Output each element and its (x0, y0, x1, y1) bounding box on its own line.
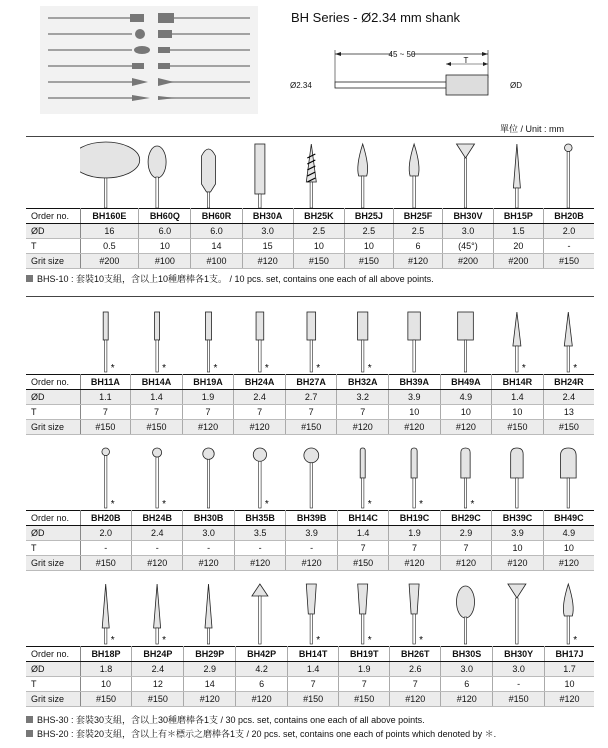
tool-ball-icon (565, 144, 573, 208)
cell-grit: #120 (236, 692, 288, 707)
cell-t: 14 (191, 239, 242, 254)
order-number: BH39C (492, 511, 543, 526)
cell-grit: #100 (139, 254, 191, 269)
set-star-marker: * (419, 635, 424, 646)
cell-grit: #150 (345, 254, 394, 269)
tool-bullet-icon (202, 149, 216, 208)
cell-t: 12 (132, 677, 184, 692)
cell-grit: #200 (493, 254, 543, 269)
row-grit (26, 420, 594, 435)
cell-od: 1.4 (337, 526, 388, 541)
cell-od: 2.0 (544, 224, 594, 239)
order-number: BH25K (293, 209, 344, 224)
tool-flame-icon (358, 144, 368, 208)
order-number: BH160E (80, 209, 139, 224)
cell-t: 7 (80, 405, 131, 420)
tool-illustrations-2 (80, 306, 594, 374)
row-grit (26, 254, 594, 269)
row-order (26, 647, 594, 662)
cell-od: 16 (80, 224, 139, 239)
row-t (26, 405, 594, 420)
cell-grit: #150 (339, 692, 390, 707)
t-label: T (463, 56, 469, 65)
order-number: BH15P (493, 209, 543, 224)
cell-od: 2.9 (184, 662, 236, 677)
unit-label: 單位 / Unit : mm (500, 124, 565, 134)
cell-od: 3.2 (337, 390, 389, 405)
order-number: BH24A (234, 375, 286, 390)
tool-illustrations-3 (80, 442, 594, 510)
cell-od: 2.7 (285, 390, 337, 405)
cell-grit: #200 (443, 254, 493, 269)
cell-t: 10 (293, 239, 344, 254)
cell-t: 0.5 (80, 239, 139, 254)
row-label: Grit size (26, 254, 80, 269)
cell-od: 3.0 (443, 224, 493, 239)
tool-ball-icon (304, 448, 319, 508)
row-t (26, 677, 594, 692)
cell-od: 2.5 (393, 224, 443, 239)
row-od (26, 662, 594, 677)
row-label: ØD (26, 224, 80, 239)
order-number: BH24B (131, 511, 182, 526)
cell-grit: #150 (493, 692, 545, 707)
tool-cyl-icon (255, 144, 265, 208)
tool-needle-icon (154, 584, 161, 644)
order-number: BH29P (184, 647, 236, 662)
order-number: BH14R (492, 375, 544, 390)
order-number: BH60R (191, 209, 242, 224)
cell-grit: #100 (191, 254, 242, 269)
set-star-marker: * (264, 499, 269, 510)
order-number: BH42P (236, 647, 288, 662)
cell-od: 1.7 (545, 662, 594, 677)
cell-t: - (234, 541, 285, 556)
cell-t: - (286, 541, 337, 556)
cell-od: 4.9 (440, 390, 492, 405)
cell-t: 10 (80, 677, 132, 692)
set-star-marker: * (367, 635, 372, 646)
cell-od: 3.0 (493, 662, 545, 677)
row-grit (26, 556, 594, 571)
cell-grit: #150 (492, 420, 544, 435)
cell-t: 7 (182, 405, 234, 420)
order-number: BH30V (443, 209, 493, 224)
tool-egg-icon (457, 586, 475, 644)
cell-t: - (183, 541, 234, 556)
tool-cyl-icon (458, 312, 474, 372)
cell-grit: #150 (132, 692, 184, 707)
order-number: BH24R (543, 375, 594, 390)
tool-egg-icon (148, 146, 166, 208)
cell-t: 6 (236, 677, 288, 692)
cell-t: 6 (441, 677, 493, 692)
order-number: BH14A (131, 375, 183, 390)
order-number: BH18P (80, 647, 132, 662)
tool-vcone-icon (457, 144, 475, 208)
tool-taper-icon (513, 312, 521, 372)
set-star-marker: * (470, 499, 475, 510)
tool-cyl-icon (408, 312, 420, 372)
cell-od: 2.4 (234, 390, 286, 405)
tool-ball-icon (153, 448, 162, 508)
set-star-marker: * (573, 635, 578, 646)
set-star-marker: * (162, 635, 167, 646)
shank-label: Ø2.34 (290, 81, 312, 90)
tool-flame-icon (409, 144, 419, 208)
tool-round-icon (461, 448, 470, 508)
row-od (26, 526, 594, 541)
cell-t: 10 (543, 541, 594, 556)
cell-od: 3.0 (242, 224, 293, 239)
set-star-marker: * (162, 499, 167, 510)
row-t (26, 239, 594, 254)
cell-t: 7 (288, 677, 339, 692)
cell-t: - (131, 541, 182, 556)
cell-od: 3.0 (441, 662, 493, 677)
cell-t: 7 (234, 405, 286, 420)
section-divider (26, 136, 594, 137)
set-star-marker: * (213, 363, 218, 374)
tool-cyl-icon (103, 312, 108, 372)
order-number: BH30S (441, 647, 493, 662)
set-star-marker: * (367, 363, 372, 374)
order-number: BH39B (286, 511, 337, 526)
tool-ball-icon (102, 448, 110, 508)
tool-cyl-icon (256, 312, 264, 372)
order-number: BH17J (545, 647, 594, 662)
row-label: T (26, 677, 80, 692)
tool-illustrations-1 (80, 138, 594, 210)
tool-needle-icon (205, 584, 212, 644)
cell-t: 10 (139, 239, 191, 254)
cell-grit: #120 (545, 692, 594, 707)
spec-table-1 (26, 208, 594, 269)
row-od (26, 224, 594, 239)
order-number: BH20B (80, 511, 131, 526)
cell-t: 7 (339, 677, 390, 692)
cell-grit: #120 (389, 556, 440, 571)
tool-illustrations-4 (80, 578, 594, 646)
cell-grit: #150 (293, 254, 344, 269)
row-order (26, 511, 594, 526)
order-number: BH25F (393, 209, 443, 224)
cell-grit: #120 (234, 556, 285, 571)
cell-od: 1.9 (339, 662, 390, 677)
cell-grit: #120 (440, 420, 492, 435)
tool-needle-icon (513, 144, 520, 208)
cell-t: 7 (390, 677, 441, 692)
cell-grit: #150 (80, 420, 131, 435)
product-photo (40, 6, 258, 114)
row-label: Order no. (26, 511, 80, 526)
cell-t: 10 (545, 677, 594, 692)
cell-t: 10 (492, 405, 544, 420)
cell-grit: #120 (337, 420, 389, 435)
row-label: Grit size (26, 556, 80, 571)
order-number: BH24P (132, 647, 184, 662)
cell-grit: #150 (80, 556, 131, 571)
spec-table-2 (26, 374, 594, 435)
cell-od: 4.2 (236, 662, 288, 677)
cell-grit: #150 (543, 420, 594, 435)
order-number: BH30B (183, 511, 234, 526)
cell-od: 2.4 (132, 662, 184, 677)
tool-ball-icon (203, 448, 214, 508)
tool-cyl-icon (155, 312, 160, 372)
cell-t: 15 (242, 239, 293, 254)
tool-tree-icon (252, 584, 268, 644)
row-label: T (26, 405, 80, 420)
cell-grit: #120 (390, 692, 441, 707)
set-star-marker: * (367, 499, 372, 510)
row-grit (26, 692, 594, 707)
cell-grit: #150 (80, 692, 132, 707)
cell-grit: #120 (389, 420, 441, 435)
cell-od: 1.4 (131, 390, 183, 405)
set-star-marker: * (162, 363, 167, 374)
cell-t: 20 (493, 239, 543, 254)
cell-t: - (493, 677, 545, 692)
order-number: BH19T (339, 647, 390, 662)
set-star-marker: * (521, 363, 526, 374)
cell-od: 2.4 (543, 390, 594, 405)
row-label: ØD (26, 662, 80, 677)
order-number: BH20B (544, 209, 594, 224)
tool-round-icon (560, 448, 576, 508)
order-number: BH19A (182, 375, 234, 390)
cell-od: 4.9 (543, 526, 594, 541)
tool-round-icon (411, 448, 417, 508)
tool-cyl-icon (205, 312, 211, 372)
tool-disc-icon (80, 142, 140, 208)
cell-grit: #120 (543, 556, 594, 571)
row-od (26, 390, 594, 405)
cell-od: 3.0 (183, 526, 234, 541)
tool-needle-icon (102, 584, 109, 644)
row-t (26, 541, 594, 556)
cell-t: 7 (337, 541, 388, 556)
cell-od: 3.9 (286, 526, 337, 541)
set-star-marker: * (316, 363, 321, 374)
set-note-bhs20: BHS-20 : 套裝20支組，含以上有＊標示之磨棒各1支 / 20 pcs. set, contains one each of points which denoted by ＊. (26, 727, 496, 740)
cell-grit: #120 (393, 254, 443, 269)
cell-grit: #120 (234, 420, 286, 435)
order-number: BH49C (543, 511, 594, 526)
cell-grit: #150 (544, 254, 594, 269)
cell-od: 1.8 (80, 662, 132, 677)
order-number: BH30A (242, 209, 293, 224)
set-star-marker: * (419, 499, 424, 510)
order-number: BH35B (234, 511, 285, 526)
cell-od: 6.0 (139, 224, 191, 239)
cell-t: 10 (492, 541, 543, 556)
cell-grit: #120 (242, 254, 293, 269)
cell-t: 10 (345, 239, 394, 254)
row-order (26, 209, 594, 224)
cell-grit: #120 (440, 556, 491, 571)
order-number: BH19C (389, 511, 440, 526)
set-note-bhs10: BHS-10 : 套裝10支組，含以上10種磨棒各1支。 / 10 pcs. set, contains one each of all above points. (26, 272, 434, 285)
set-star-marker: * (110, 363, 115, 374)
order-number: BH60Q (139, 209, 191, 224)
dimension-diagram (288, 40, 588, 110)
order-number: BH32A (337, 375, 389, 390)
row-label: Order no. (26, 375, 80, 390)
tool-flame-icon (563, 584, 573, 644)
row-label: ØD (26, 526, 80, 541)
cell-od: 2.5 (345, 224, 394, 239)
cell-od: 6.0 (191, 224, 242, 239)
od-label: ØD (510, 81, 522, 90)
cell-grit: #120 (286, 556, 337, 571)
length-label: 45 ~ 50 (388, 50, 416, 59)
cell-grit: #120 (492, 556, 543, 571)
cell-grit: #120 (131, 556, 182, 571)
row-label: Grit size (26, 692, 80, 707)
row-label: T (26, 239, 80, 254)
spec-table-3 (26, 510, 594, 571)
tool-invcone-icon (306, 584, 316, 644)
cell-grit: #150 (337, 556, 388, 571)
cell-t: 10 (440, 405, 492, 420)
set-star-marker: * (264, 363, 269, 374)
order-number: BH49A (440, 375, 492, 390)
order-number: BH11A (80, 375, 131, 390)
tool-round-icon (360, 448, 365, 508)
cell-grit: #120 (184, 692, 236, 707)
cell-t: - (544, 239, 594, 254)
cell-od: 2.6 (390, 662, 441, 677)
cell-grit: #150 (285, 420, 337, 435)
cell-od: 1.4 (492, 390, 544, 405)
spec-table-4 (26, 646, 594, 707)
cell-t: 7 (389, 541, 440, 556)
cell-t: 7 (131, 405, 183, 420)
row-label: ØD (26, 390, 80, 405)
series-title: BH Series - Ø2.34 mm shank (291, 10, 461, 25)
order-number: BH26T (390, 647, 441, 662)
set-star-marker: * (110, 635, 115, 646)
cell-t: 7 (285, 405, 337, 420)
cell-od: 2.0 (80, 526, 131, 541)
cell-grit: #120 (441, 692, 493, 707)
cell-od: 1.5 (493, 224, 543, 239)
order-number: BH30Y (493, 647, 545, 662)
cell-t: 13 (543, 405, 594, 420)
cell-t: (45°) (443, 239, 493, 254)
section-divider (26, 296, 594, 297)
row-label: T (26, 541, 80, 556)
cell-t: 14 (184, 677, 236, 692)
cell-t: 7 (440, 541, 491, 556)
cell-grit: #200 (80, 254, 139, 269)
cell-t: 7 (337, 405, 389, 420)
order-number: BH14C (337, 511, 388, 526)
set-note-bhs30: BHS-30 : 套裝30支組，含以上30種磨棒各1支 / 30 pcs. set, contains one each of all above points. (26, 713, 425, 726)
cell-t: 10 (389, 405, 441, 420)
cell-od: 1.9 (389, 526, 440, 541)
cell-grit: #150 (131, 420, 183, 435)
tool-cyl-icon (358, 312, 368, 372)
set-star-marker: * (316, 635, 321, 646)
cell-grit: #120 (182, 420, 234, 435)
set-star-marker: * (110, 499, 115, 510)
tool-invcone-icon (358, 584, 368, 644)
cell-t: 6 (393, 239, 443, 254)
cell-od: 2.5 (293, 224, 344, 239)
row-label: Grit size (26, 420, 80, 435)
cell-t: - (80, 541, 131, 556)
order-number: BH14T (288, 647, 339, 662)
order-number: BH29C (440, 511, 491, 526)
cell-od: 1.1 (80, 390, 131, 405)
order-number: BH39A (389, 375, 441, 390)
row-order (26, 375, 594, 390)
cell-od: 3.9 (492, 526, 543, 541)
tool-cyl-icon (307, 312, 316, 372)
tool-cone-twist-icon (306, 144, 316, 208)
order-number: BH27A (285, 375, 337, 390)
order-number: BH25J (345, 209, 394, 224)
set-star-marker: * (573, 363, 578, 374)
cell-grit: #150 (288, 692, 339, 707)
cell-od: 1.9 (182, 390, 234, 405)
cell-od: 2.9 (440, 526, 491, 541)
cell-od: 3.5 (234, 526, 285, 541)
tool-round-icon (511, 448, 523, 508)
cell-od: 3.9 (389, 390, 441, 405)
row-label: Order no. (26, 647, 80, 662)
cell-od: 1.4 (288, 662, 339, 677)
row-label: Order no. (26, 209, 80, 224)
tool-vcone-icon (508, 584, 526, 644)
cell-grit: #120 (183, 556, 234, 571)
tool-taper-icon (564, 312, 572, 372)
cell-od: 2.4 (131, 526, 182, 541)
tool-invcone-icon (409, 584, 419, 644)
